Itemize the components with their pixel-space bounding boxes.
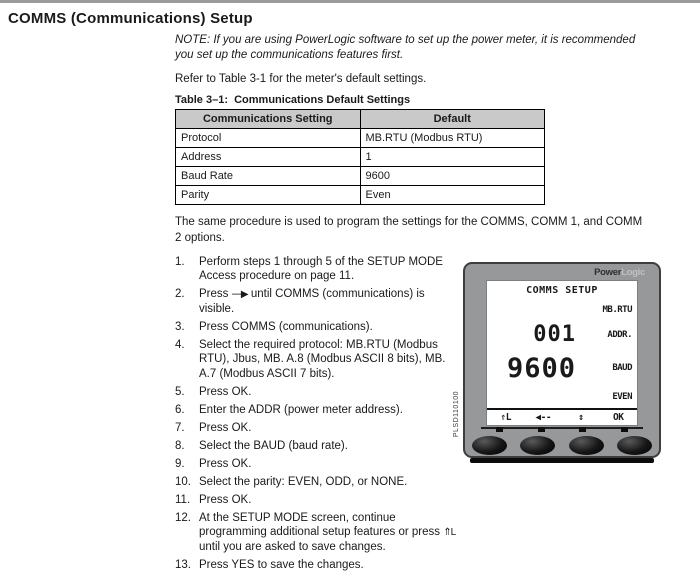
list-item: [175, 439, 459, 453]
button-tick-marks: [481, 427, 643, 434]
exit-up-icon: ⇑L: [500, 411, 511, 423]
meter-button-row: [465, 436, 659, 455]
meter-button: [617, 436, 652, 455]
lcd-address-label: ADDR.: [607, 330, 632, 341]
meter-lcd-screen: [486, 280, 638, 426]
powerlogic-logo: PowerLogic: [594, 266, 645, 278]
cell-setting: Parity: [176, 186, 361, 205]
lcd-protocol-label: MB.RTU: [602, 304, 632, 315]
list-item: [175, 421, 459, 435]
table-caption: Table 3–1: Communications Default Settings: [175, 94, 411, 107]
lcd-row-protocol: [487, 299, 637, 321]
steps-and-figure-row: [175, 255, 680, 576]
step-number: 9.: [175, 457, 185, 470]
lcd-screen-title: COMMS SETUP: [526, 284, 598, 296]
meter-button: [520, 436, 555, 455]
table-header-row: [176, 110, 545, 129]
cell-setting: Address: [176, 148, 361, 167]
list-item: [175, 558, 459, 572]
list-item: [175, 403, 459, 417]
step-text: Press OK.: [199, 385, 252, 398]
step-number: 2.: [175, 288, 185, 301]
exit-up-arrow-icon: ⇑L: [443, 527, 456, 539]
step-number: 10.: [175, 475, 191, 488]
step-text: Press YES to save the changes.: [199, 558, 364, 571]
list-item: [175, 255, 459, 284]
step-text: Enter the ADDR (power meter address).: [199, 403, 403, 416]
list-item: [175, 493, 459, 507]
step-number: 11.: [175, 493, 191, 506]
step-text: Select the BAUD (baud rate).: [199, 439, 348, 452]
step-number: 1.: [175, 255, 185, 268]
lcd-parity-label: EVEN: [612, 391, 632, 402]
illustration-part-number: PLSD110100: [453, 390, 460, 437]
step-number: 3.: [175, 320, 185, 333]
step-text: Select the parity: EVEN, ODD, or NONE.: [199, 475, 408, 488]
list-item: [175, 511, 459, 555]
list-item: [175, 475, 459, 489]
ok-softkey-label: OK: [613, 411, 624, 423]
step-number: 6.: [175, 403, 185, 416]
list-item: [175, 385, 459, 399]
cell-default: 1: [360, 148, 545, 167]
step-text: Press COMMS (communications).: [199, 320, 373, 333]
up-down-icon: ↕: [578, 411, 584, 423]
dashed-right-arrow-icon: ----▶: [231, 289, 248, 301]
step-number: 5.: [175, 385, 185, 398]
power-meter-illustration: [453, 262, 661, 463]
list-item: [175, 338, 459, 381]
procedure-steps-list: [175, 255, 459, 576]
procedure-intro-paragraph: The same procedure is used to program the settings for the COMMS, COMM 1, and COMM 2 options.: [175, 216, 643, 244]
lcd-softkey-labels: [487, 408, 637, 425]
content-column: [175, 33, 680, 576]
step-text: Press ----▶ until COMMS (communications) is visible.: [199, 288, 425, 315]
meter-bezel: [463, 262, 661, 458]
table-row: [176, 167, 545, 186]
list-item: [175, 457, 459, 471]
lcd-row-baud: [487, 350, 637, 386]
cell-default: Even: [360, 186, 545, 205]
table-row: [176, 129, 545, 148]
step-number: 8.: [175, 439, 185, 452]
note-paragraph: NOTE: If you are using PowerLogic software to set up the power meter, it is recommended you set up the communications features first.: [175, 34, 636, 62]
step-number: 12.: [175, 511, 191, 524]
scroll-left-icon: ◀--: [535, 411, 552, 423]
meter-base-edge: [470, 458, 654, 463]
cell-setting: Protocol: [176, 129, 361, 148]
column-header-default: Default: [360, 110, 545, 129]
step-text: At the SETUP MODE screen, continue programming additional setup features or press ⇑L until you are asked to save changes.: [199, 511, 456, 553]
step-text: Press OK.: [199, 421, 252, 434]
meter-button: [472, 436, 507, 455]
table-row: [176, 148, 545, 167]
step-number: 7.: [175, 421, 185, 434]
cell-setting: Baud Rate: [176, 167, 361, 186]
lcd-baud-label: BAUD: [612, 363, 632, 374]
cell-default: MB.RTU (Modbus RTU): [360, 129, 545, 148]
refer-paragraph: Refer to Table 3-1 for the meter's default settings.: [175, 73, 427, 86]
lcd-baud-value: 9600: [506, 352, 576, 384]
step-text: Perform steps 1 through 5 of the SETUP MODE Access procedure on page 11.: [199, 255, 443, 283]
step-text: Select the required protocol: MB.RTU (Modbus RTU), Jbus, MB. A.8 (Modbus ASCII 8 bits), MB. A.7 (Modbus ASCII 7 bits).: [199, 338, 446, 380]
list-item: [175, 320, 459, 334]
page-title: COMMS (Communications) Setup: [8, 10, 253, 27]
meter-button: [569, 436, 604, 455]
column-header-setting: Communications Setting: [176, 110, 361, 129]
default-settings-table: [175, 109, 545, 205]
lcd-address-value: 001: [533, 322, 576, 348]
table-row: [176, 186, 545, 205]
lcd-row-parity: [487, 386, 637, 408]
list-item: [175, 287, 459, 316]
step-number: 4.: [175, 338, 185, 351]
step-text: Press OK.: [199, 457, 252, 470]
cell-default: 9600: [360, 167, 545, 186]
lcd-row-address: [487, 321, 637, 351]
step-number: 13.: [175, 558, 191, 571]
step-text: Press OK.: [199, 493, 252, 506]
